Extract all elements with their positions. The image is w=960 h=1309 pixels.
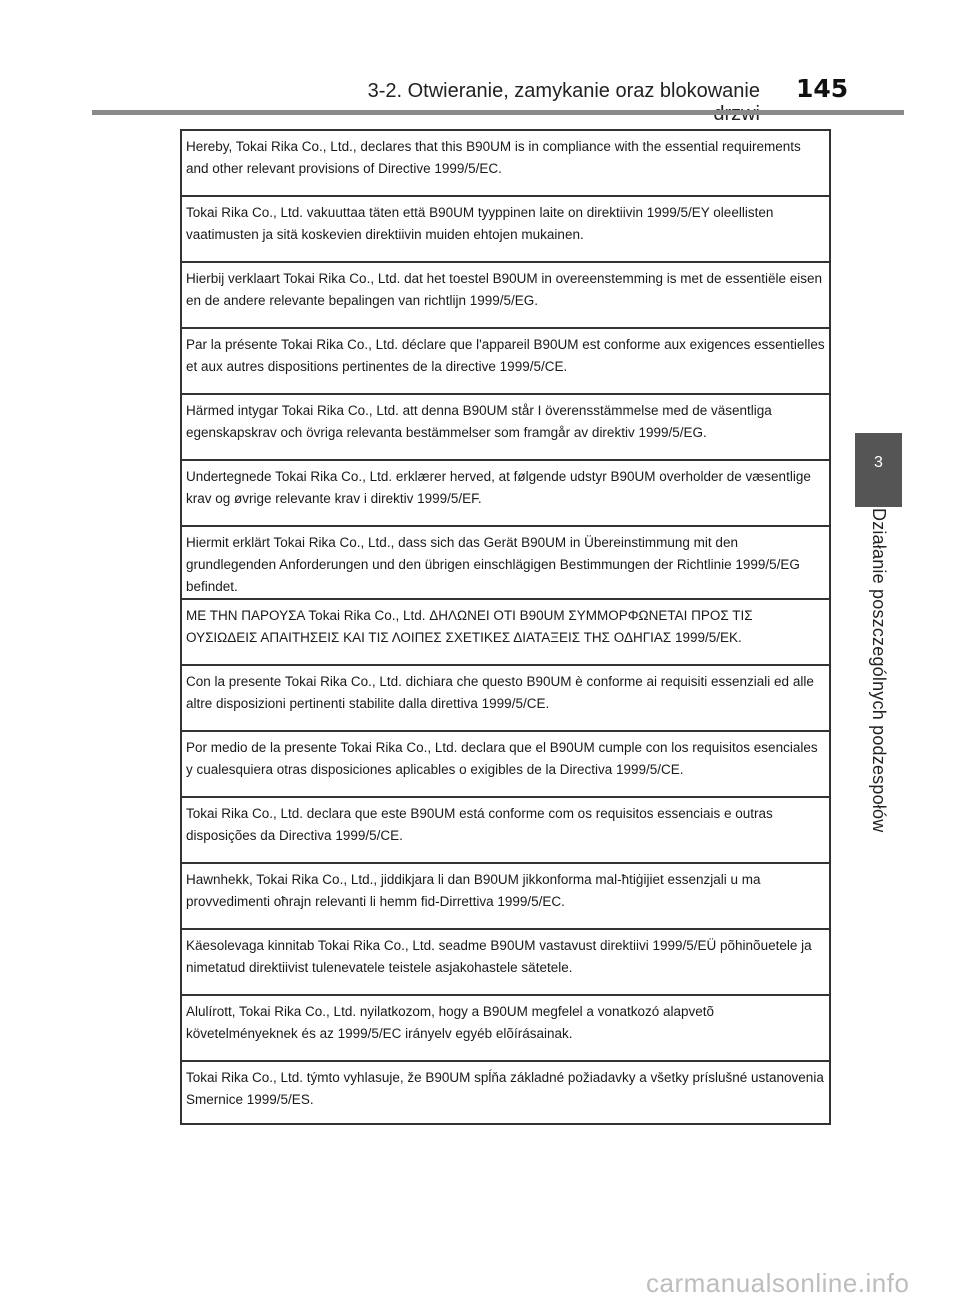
declaration-cell: Con la presente Tokai Rika Co., Ltd. dichiara che questo B90UM è conforme ai requisiti essenziali ed alle altre disposizioni pertinenti stabilite dalla direttiva 1999/5/CE. bbox=[181, 665, 830, 731]
declaration-cell: Undertegnede Tokai Rika Co., Ltd. erklærer herved, at følgende udstyr B90UM overholder de væsentlige krav og øvrige relevante krav i direktiv 1999/5/EF. bbox=[181, 460, 830, 526]
chapter-tab bbox=[855, 433, 902, 507]
chapter-side-label bbox=[855, 508, 902, 860]
watermark: carmanualsonline.info bbox=[646, 1268, 910, 1298]
declaration-cell: Tokai Rika Co., Ltd. týmto vyhlasuje, že B90UM spĺňa základné požiadavky a všetky príslušné ustanovenia Smernice 1999/5/ES. bbox=[181, 1061, 830, 1124]
header-divider bbox=[92, 110, 904, 115]
declaration-cell: Hiermit erklärt Tokai Rika Co., Ltd., dass sich das Gerät B90UM in Übereinstimmung mit den grundlegenden Anforderungen und den übrigen einschlägigen Bestimmungen der Richtlinie 1999/5/EG befindet. bbox=[181, 526, 830, 599]
declaration-cell: Par la présente Tokai Rika Co., Ltd. déclare que l'appareil B90UM est conforme aux exigences essentielles et aux autres dispositions pertinentes de la directive 1999/5/CE. bbox=[181, 328, 830, 394]
declaration-cell: Härmed intygar Tokai Rika Co., Ltd. att denna B90UM står I överensstämmelse med de väsentliga egenskapskrav och övriga relevanta bestämmelser som framgår av direktiv 1999/5/EG. bbox=[181, 394, 830, 460]
declaration-cell: Tokai Rika Co., Ltd. vakuuttaa täten että B90UM tyyppinen laite on direktiivin 1999/5/EY oleellisten vaatimusten ja sitä koskevien direktiivin muiden ehtojen mukainen. bbox=[181, 196, 830, 262]
chapter-side-label-text: Działanie poszczególnych podzespołów bbox=[869, 508, 889, 833]
declaration-cell: Por medio de la presente Tokai Rika Co., Ltd. declara que el B90UM cumple con los requisitos esenciales y cualesquiera otras disposiciones aplicables o exigibles de la Directiva 1999/5/CE. bbox=[181, 731, 830, 797]
declaration-cell: Käesolevaga kinnitab Tokai Rika Co., Ltd. seadme B90UM vastavust direktiivi 1999/5/EÜ põhinõuetele ja nimetatud direktiivist tulenevatele teistele asjakohastele sätetele. bbox=[181, 929, 830, 995]
declaration-cell: Hierbij verklaart Tokai Rika Co., Ltd. dat het toestel B90UM in overeenstemming is met de essentiële eisen en de andere relevante bepalingen van richtlijn 1999/5/EG. bbox=[181, 262, 830, 328]
declaration-cell: Alulírott, Tokai Rika Co., Ltd. nyilatkozom, hogy a B90UM megfelel a vonatkozó alapvetõ követelményeknek és az 1999/5/EC irányelv egyéb elõírásainak. bbox=[181, 995, 830, 1061]
declaration-cell: ΜΕ ΤΗΝ ΠΑΡΟΥΣΑ Tokai Rika Co., Ltd. ΔΗΛΩΝΕΙ ΟΤΙ B90UM ΣΥΜΜΟΡΦΩΝΕΤΑΙ ΠΡΟΣ ΤΙΣ ΟΥΣΙΩΔΕΙΣ ΑΠΑΙΤΗΣΕΙΣ ΚΑΙ ΤΙΣ ΛΟΙΠΕΣ ΣΧΕΤΙΚΕΣ ΔΙΑΤΑΞΕΙΣ ΤΗΣ ΟΔΗΓΙΑΣ 1999/5/ΕΚ. bbox=[181, 599, 830, 665]
declarations-table bbox=[180, 129, 831, 1125]
declaration-cell: Tokai Rika Co., Ltd. declara que este B90UM está conforme com os requisitos essenciais e outras disposições da Directiva 1999/5/CE. bbox=[181, 797, 830, 863]
chapter-number: 3 bbox=[874, 454, 883, 471]
page-number: 145 bbox=[796, 74, 849, 103]
running-header-title: 3-2. Otwieranie, zamykanie oraz blokowanie bbox=[367, 80, 760, 102]
declaration-cell: Hawnhekk, Tokai Rika Co., Ltd., jiddikjara li dan B90UM jikkonforma mal-ħtiġijiet essenzjali u ma provvedimenti oħrajn relevanti li hemm fid-Dirrettiva 1999/5/EC. bbox=[181, 863, 830, 929]
declaration-cell: Hereby, Tokai Rika Co., Ltd., declares that this B90UM is in compliance with the essential requirements and other relevant provisions of Directive 1999/5/EC. bbox=[186, 139, 801, 176]
